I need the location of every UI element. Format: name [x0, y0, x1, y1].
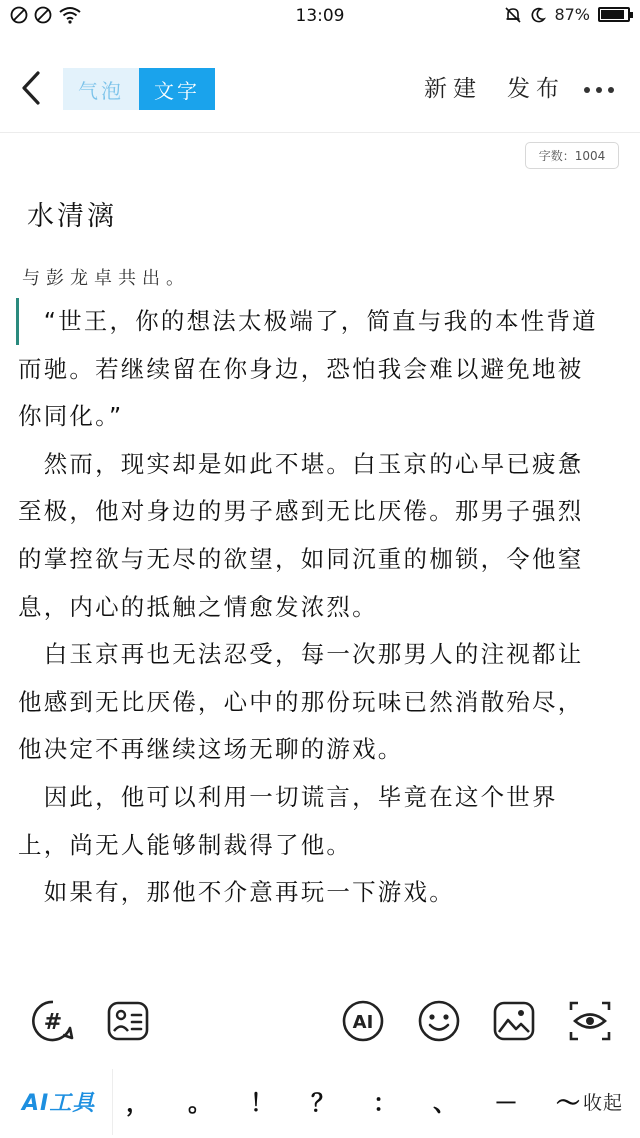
- more-options-icon[interactable]: [584, 87, 614, 95]
- image-icon[interactable]: [491, 998, 537, 1044]
- ai-tools-button[interactable]: AI工具: [22, 1091, 96, 1116]
- status-icons-right: [504, 5, 630, 24]
- mute-bell-icon: [504, 6, 522, 24]
- ai-icon-text: AI: [352, 1012, 374, 1033]
- tab-bubble[interactable]: 气泡: [63, 68, 139, 110]
- preview-eye-icon[interactable]: [567, 998, 613, 1044]
- punct-period-key[interactable]: 。: [188, 1088, 212, 1117]
- bottom-bar: [0, 1068, 640, 1138]
- punct-pause-key[interactable]: 、: [433, 1088, 457, 1117]
- punct-comma-key[interactable]: ，: [126, 1088, 150, 1117]
- battery-icon: [598, 7, 630, 22]
- punct-dash-key[interactable]: －: [494, 1088, 518, 1117]
- punct-tilde-key[interactable]: ～: [556, 1088, 580, 1117]
- battery-fill: [601, 10, 624, 19]
- mode-segmented-control: [63, 68, 215, 110]
- svg-text:#: #: [43, 1010, 63, 1035]
- publish-button[interactable]: 发布: [507, 76, 565, 102]
- punct-question-key[interactable]: ？: [311, 1088, 335, 1117]
- body-paragraph: 白玉京再也无法忍受，每一次那男人的注视都让他感到无比厌倦，心中的那份玩味已然消散殆尽，他决定不再继续这场无聊的游戏。: [18, 640, 584, 764]
- editor-toolbar: [0, 992, 640, 1048]
- status-time: 13:09: [295, 6, 345, 26]
- punct-colon-key[interactable]: ：: [373, 1088, 397, 1117]
- post-title[interactable]: 水清漓: [27, 201, 117, 232]
- punct-exclamation-key[interactable]: ！: [250, 1088, 274, 1117]
- punctuation-bar: [112, 1069, 580, 1135]
- header-divider: [0, 132, 640, 133]
- moon-icon: [530, 7, 546, 23]
- battery-percent: 87%: [554, 5, 590, 24]
- body-paragraph: 因此，他可以利用一切谎言，毕竟在这个世界上，尚无人能够制裁得了他。: [18, 782, 558, 859]
- contact-card-icon[interactable]: [105, 998, 151, 1044]
- word-count-badge: 字数：1004: [525, 142, 619, 169]
- body-paragraph: “世王，你的想法太极端了，简直与我的本性背道而驰。若继续留在你身边，恐怕我会难以避免地被你同化。”: [18, 307, 598, 431]
- collapse-button[interactable]: 收起: [583, 1092, 624, 1114]
- hashtag-icon[interactable]: [30, 998, 76, 1044]
- top-bar: [0, 50, 640, 130]
- post-body-editor[interactable]: [18, 298, 608, 917]
- tab-text[interactable]: 文字: [139, 68, 215, 110]
- body-paragraph: 然而，现实却是如此不堪。白玉京的心早已疲惫至极，他对身边的男子感到无比厌倦。那男子强烈的掌控欲与无尽的欲望，如同沉重的枷锁，令他窒息，内心的抵触之情愈发浓烈。: [18, 449, 584, 621]
- back-arrow-icon[interactable]: [18, 68, 48, 108]
- body-paragraph: 如果有，那他不介意再玩一下游戏。: [18, 878, 455, 907]
- status-bar: [0, 0, 640, 34]
- new-button[interactable]: 新建: [424, 76, 482, 102]
- emoji-icon[interactable]: [416, 998, 462, 1044]
- ai-icon[interactable]: [340, 998, 386, 1044]
- post-subline: 与彭龙卓共出。: [22, 268, 190, 289]
